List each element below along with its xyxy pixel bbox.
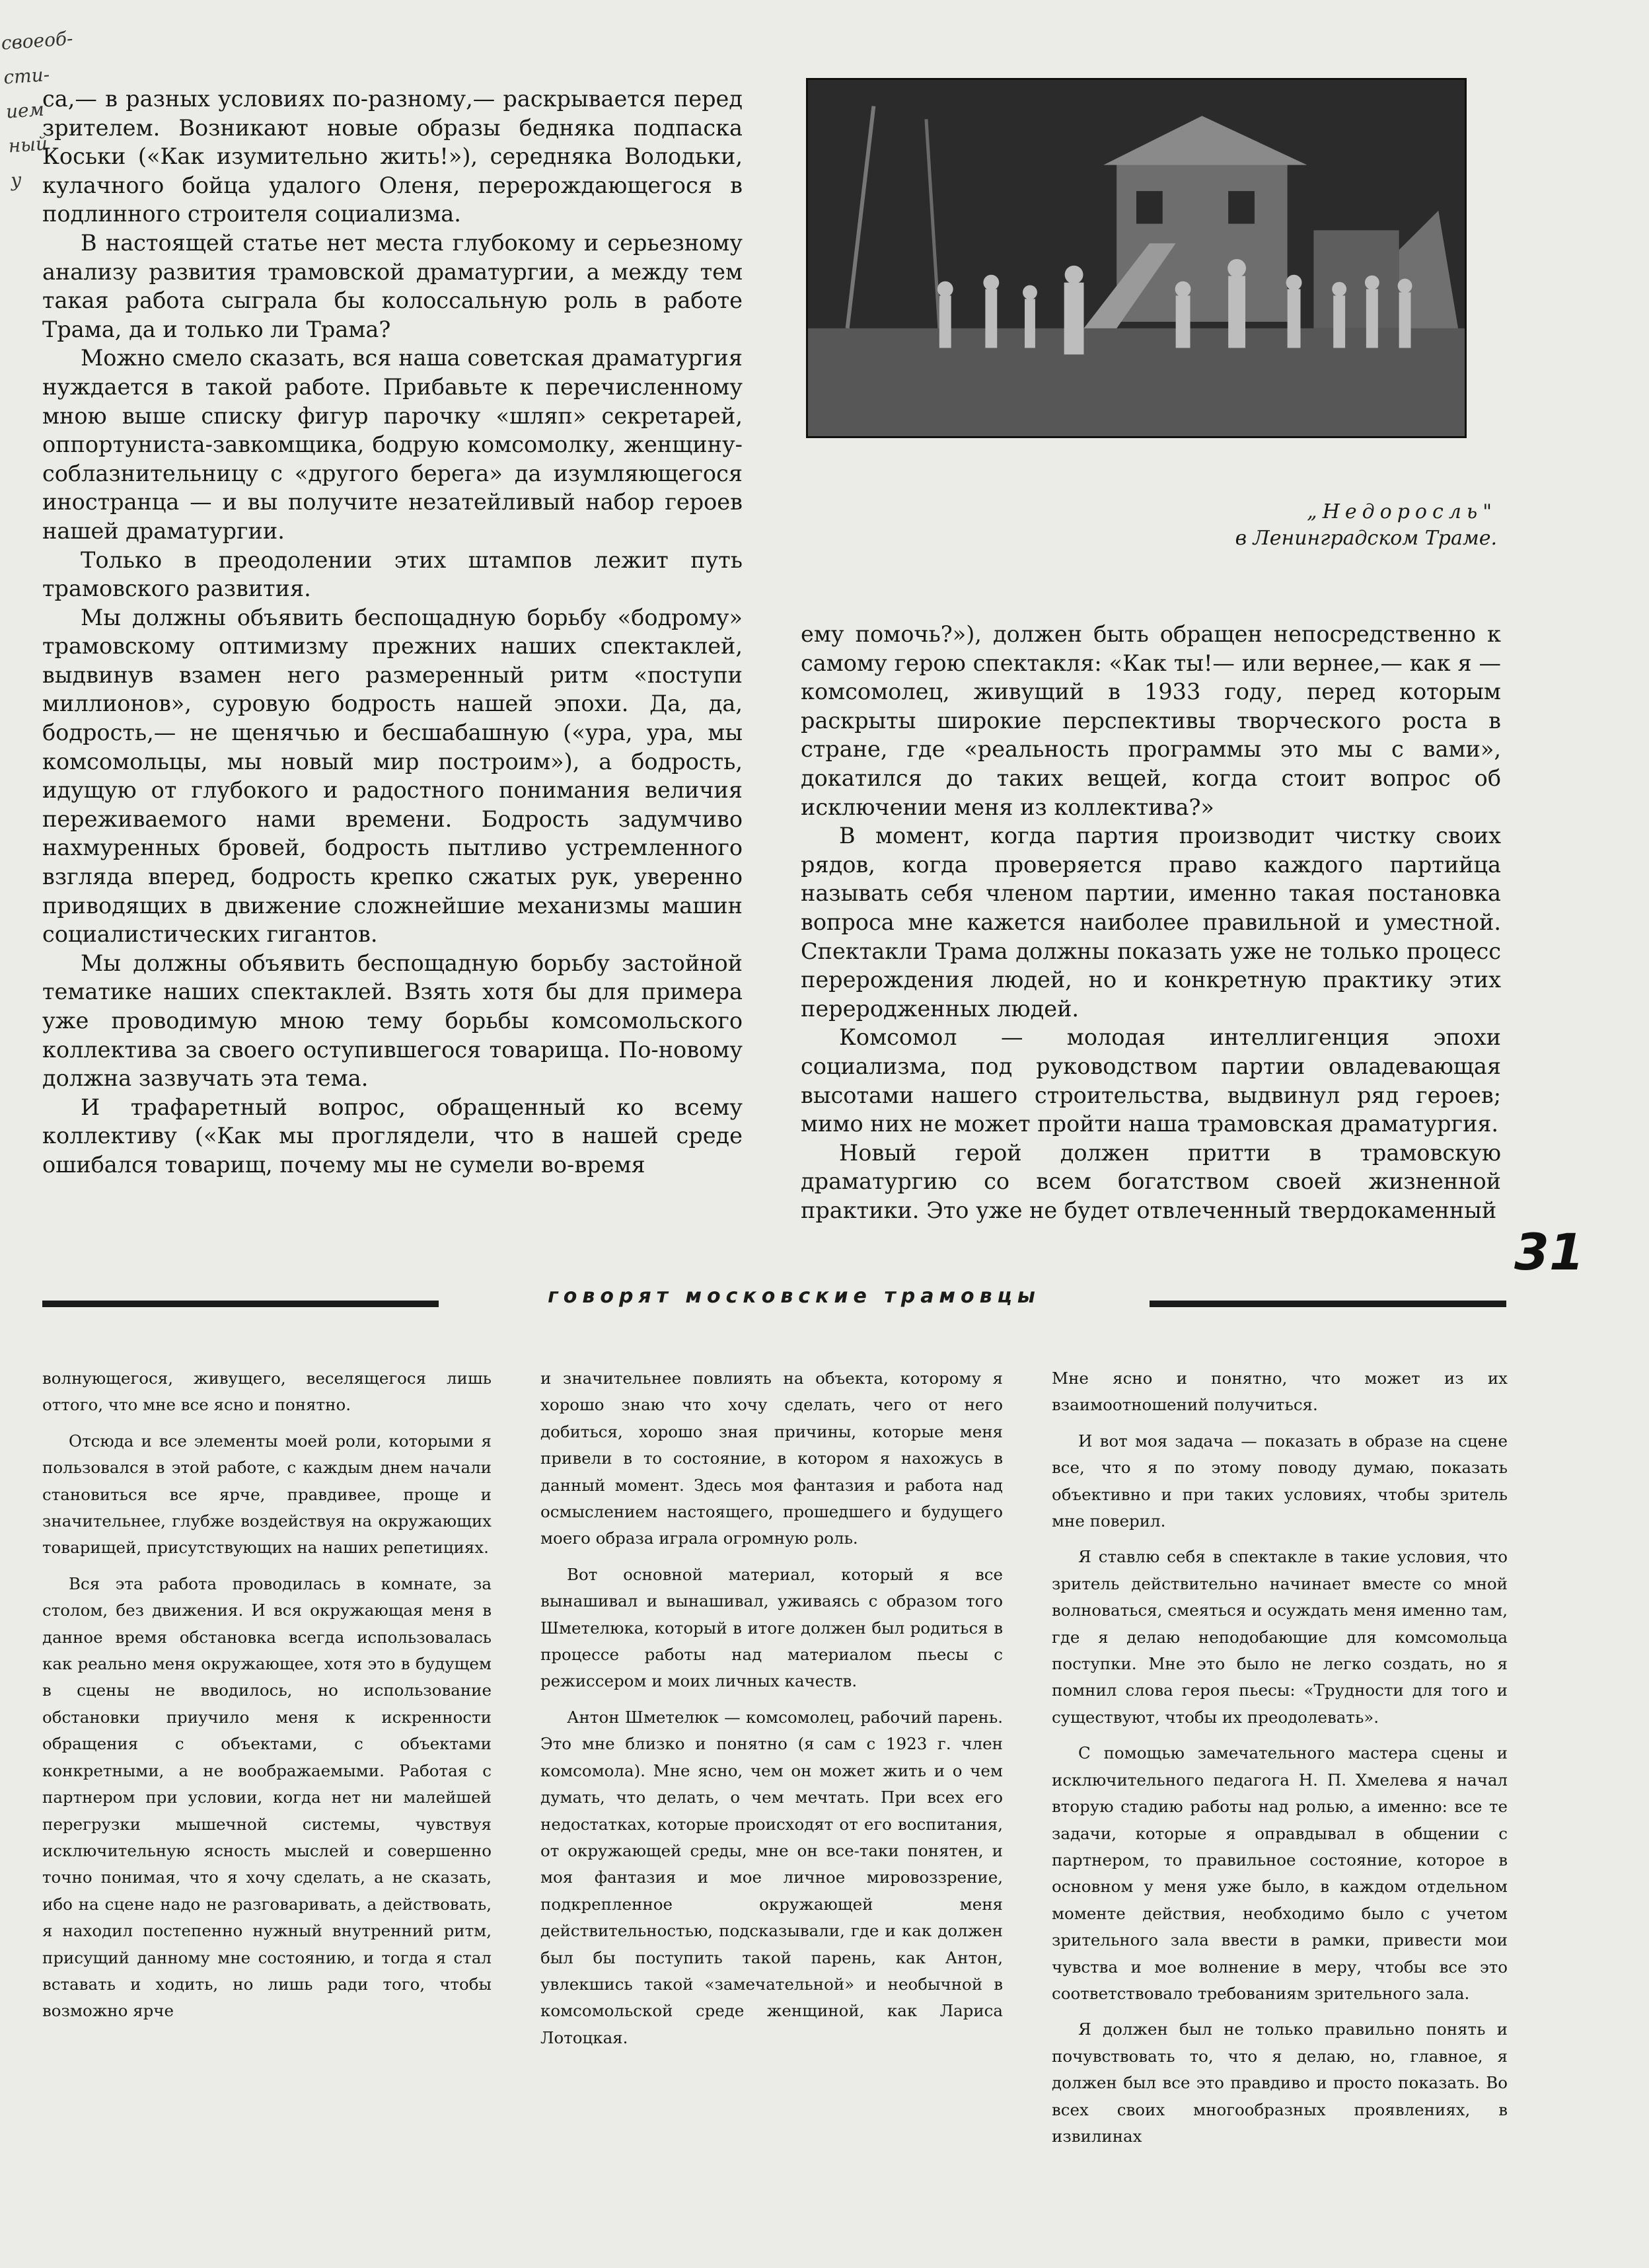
paragraph: Я ставлю себя в спектакле в такие условия, что зритель действительно начинает вместе со мной волноваться, смеяться и осуждать меня именно там, где я делаю неподобающие для комсомольца поступки. Мне это было не легко создать, но я помнил слова героя пьесы: «Трудности для того и существуют, чтобы их преодолевать». bbox=[1052, 1547, 1508, 1727]
article-column-bottom-middle bbox=[540, 1365, 1003, 2211]
paragraph: Мы должны объявить беспощадную борьбу застойной тематике наших спектаклей. Взять хотя бы для примера уже проводимую мною тему борьбы комсомольского коллектива за своего оступившегося товарища. По-новому должна зазвучать эта тема. bbox=[42, 950, 743, 1092]
paragraph: И трафаретный вопрос, обращенный ко всему коллективу («Как мы проглядели, что в нашей среде ошибался товарищ, почему мы не сумели во-время bbox=[42, 1094, 743, 1178]
margin-scrap-line: своеоб- bbox=[0, 27, 74, 54]
paragraph: ему помочь?»), должен быть обращен непосредственно к самому герою спектакля: «Как ты!— или вернее,— как я — комсомолец, живущий в 1933 году, перед которым раскрыты широкие перспективы творческого роста в стране, где «реальность программы это мы с вами», докатился до таких вещей, когда стоит вопрос об исключении меня из коллектива?» bbox=[801, 621, 1501, 820]
margin-scrap-line: ный bbox=[7, 132, 48, 157]
paragraph: Только в преодолении этих штампов лежит путь трамовского развития. bbox=[42, 547, 743, 602]
stage-photo bbox=[806, 78, 1467, 438]
article-column-bottom-right bbox=[1052, 1365, 1508, 2211]
page-number: 31 bbox=[1514, 1223, 1584, 1281]
paragraph: С помощью замечательного мастера сцены и исключительного педагога Н. П. Хмелева я начал вторую стадию работы над ролью, а именно: все те задачи, которые я оправдывал в общении с партнером, то правильное состояние, которое в основном у меня уже было, в каждом отдельном моменте действия, необходимо было с учетом зрительного зала ввести в рамки, привести мои чувства и мое волнение в меру, чтобы все это соответствовало требованиям зрительного зала. bbox=[1052, 1743, 1508, 2003]
paragraph: и значительнее повлиять на объекта, которому я хорошо знаю что хочу сделать, чего от него добиться, хорошо зная причины, которые меня привели в то состояние, в котором я нахожусь в данный момент. Здесь моя фантазия и работа над осмыслением настоящего, прошедшего и будущего моего образа играла огромную роль. bbox=[540, 1369, 1003, 1548]
section-rule-right bbox=[1150, 1301, 1506, 1307]
paragraph: Можно смело сказать, вся наша советская драматургия нуждается в такой работе. Прибавьте к перечисленному мною выше списку фигур парочку «шляп» секретарей, оппортуниста-завкомщика, бодрую комсомолку, женщину-соблазнительницу с «другого берега» да изумляющегося иностранца — и вы получите незатейливый набор героев нашей драматургии. bbox=[42, 345, 743, 544]
paragraph: Мы должны объявить беспощадную борьбу «бодрому» трамовскому оптимизму прежних наших спектаклей, выдвинув взамен него размеренный ритм «поступи миллионов», суровую бодрость нашей эпохи. Да, да, бодрость,— не щенячью и бесшабашную («ура, ура, мы комсомольцы, мы новый мир построим»), а бодрость, идущую от глубокого и радостного понимания величия переживаемого нами времени. Бодрость задумчиво нахмуренных бровей, бодрость пытливо устремленного взгляда вперед, бодрость крепко сжатых рук, уверенно приводящих в движение сложнейшие механизмы машин социалистических гигантов. bbox=[42, 604, 743, 948]
paragraph: Я должен был не только правильно понять и почувствовать то, что я делаю, но, главное, я должен был все это правдиво и просто показать. Во всех своих многообразных проявлениях, в извилинах bbox=[1052, 2020, 1508, 2146]
paragraph: волнующегося, живущего, веселящегося лишь оттого, что мне все ясно и понятно. bbox=[42, 1369, 492, 1415]
article-column-bottom-left bbox=[42, 1365, 492, 2211]
paragraph: Новый герой должен притти в трамовскую драматургию со всем богатством своей жизненной практики. Это уже не будет отвлеченный твердокаменный bbox=[801, 1139, 1501, 1223]
paragraph: Мне ясно и понятно, что может из их взаимоотношений получиться. bbox=[1052, 1369, 1508, 1415]
article-column-top-right bbox=[801, 620, 1501, 1241]
paragraph: Вся эта работа проводилась в комнате, за столом, без движения. И вся окружающая меня в данное время обстановка всегда использовалась как реально меня окружающее, хотя это в будущем в сцены не вводилось, но использование обстановки приучило меня к искренности обращения с объектами, с объектами конкретными, а не воображаемыми. Работая с партнером при условии, когда нет ни малейшей перегрузки мышечной системы, чувствуя исключительную ясность мыслей и совершенно точно понимая, что я хочу сделать, а не сказать, ибо на сцене надо не разговаривать, а действовать, я находил постепенно нужный внутренний ритм, присущий данному мне состоянию, и тогда я стал вставать и ходить, но лишь ради того, чтобы возможно ярче bbox=[42, 1573, 492, 2021]
margin-scrap-line: у bbox=[10, 169, 22, 192]
stage-photo-image bbox=[808, 80, 1465, 436]
margin-scrap-line: сти- bbox=[3, 63, 51, 89]
photo-caption-title: „Недоросль" bbox=[1307, 500, 1497, 523]
paragraph: В настоящей статье нет места глубокому и серьезному анализу развития трамовской драматургии, а между тем такая работа сыграла бы колоссальную роль в работе Трама, да и только ли Трама? bbox=[42, 229, 743, 342]
photo-caption bbox=[1057, 499, 1497, 552]
paragraph: Антон Шметелюк — комсомолец, рабочий парень. Это мне близко и понятно (я сам с 1923 г. член комсомола). Мне ясно, чем он может жить и о чем думать, что делать, о чем мечтать. При всех его недостатках, которые происходят от его воспитания, от окружающей среды, мне он все-таки понятен, и моя фантазия и мое личное мировоззрение, подкрепленное окружающей меня действительностью, подсказывали, где и как должен был бы поступить такой парень, как Антон, увлекшись такой «замечательной» и необычной в комсомольской среде женщиной, как Лариса Лотоцкая. bbox=[540, 1707, 1003, 2047]
section-title: говорят московские трамовцы bbox=[548, 1285, 1041, 1308]
paragraph: Вот основной материал, который я все вынашивал и вынашивал, уживаясь с образом того Шметелюка, который в итоге должен был родиться в процессе работы над материалом пьесы с режиссером и моих личных качеств. bbox=[540, 1564, 1003, 1691]
photo-caption-subtitle: в Ленинградском Траме. bbox=[1235, 527, 1497, 550]
paragraph: Комсомол — молодая интеллигенция эпохи социализма, под руководством партии овладевающая высотами нашего строительства, выдвинул ряд героев; мимо них не может пройти наша трамовская драматургия. bbox=[801, 1024, 1501, 1137]
paragraph: са,— в разных условиях по-разному,— раскрывается перед зрителем. Возникают новые образы бедняка подпаска Коськи («Как изумительно жить!»), середняка Володьки, кулачного бойца удалого Оленя, перерождающегося в подлинного строителя социализма. bbox=[42, 86, 743, 227]
margin-scrap-line: ием bbox=[5, 98, 45, 123]
paragraph: Отсюда и все элементы моей роли, которыми я пользовался в этой работе, с каждым днем начали становиться все ярче, правдивее, проще и значительнее, глубже воздействуя на окружающих товарищей, присутствующих на наших репетициях. bbox=[42, 1431, 492, 1558]
paragraph: И вот моя задача — показать в образе на сцене все, что я по этому поводу думаю, показать объективно и при таких условиях, чтобы зритель мне поверил. bbox=[1052, 1431, 1508, 1531]
article-column-top-left bbox=[42, 85, 743, 1234]
section-rule-left bbox=[42, 1301, 439, 1307]
paragraph: В момент, когда партия производит чистку своих рядов, когда проверяется право каждого партийца называть себя членом партии, именно такая постановка вопроса мне кажется наиболее правильной и уместной. Спектакли Трама должны показать уже не только процесс перерождения людей, но и конкретную практику этих переродженных людей. bbox=[801, 823, 1501, 1022]
